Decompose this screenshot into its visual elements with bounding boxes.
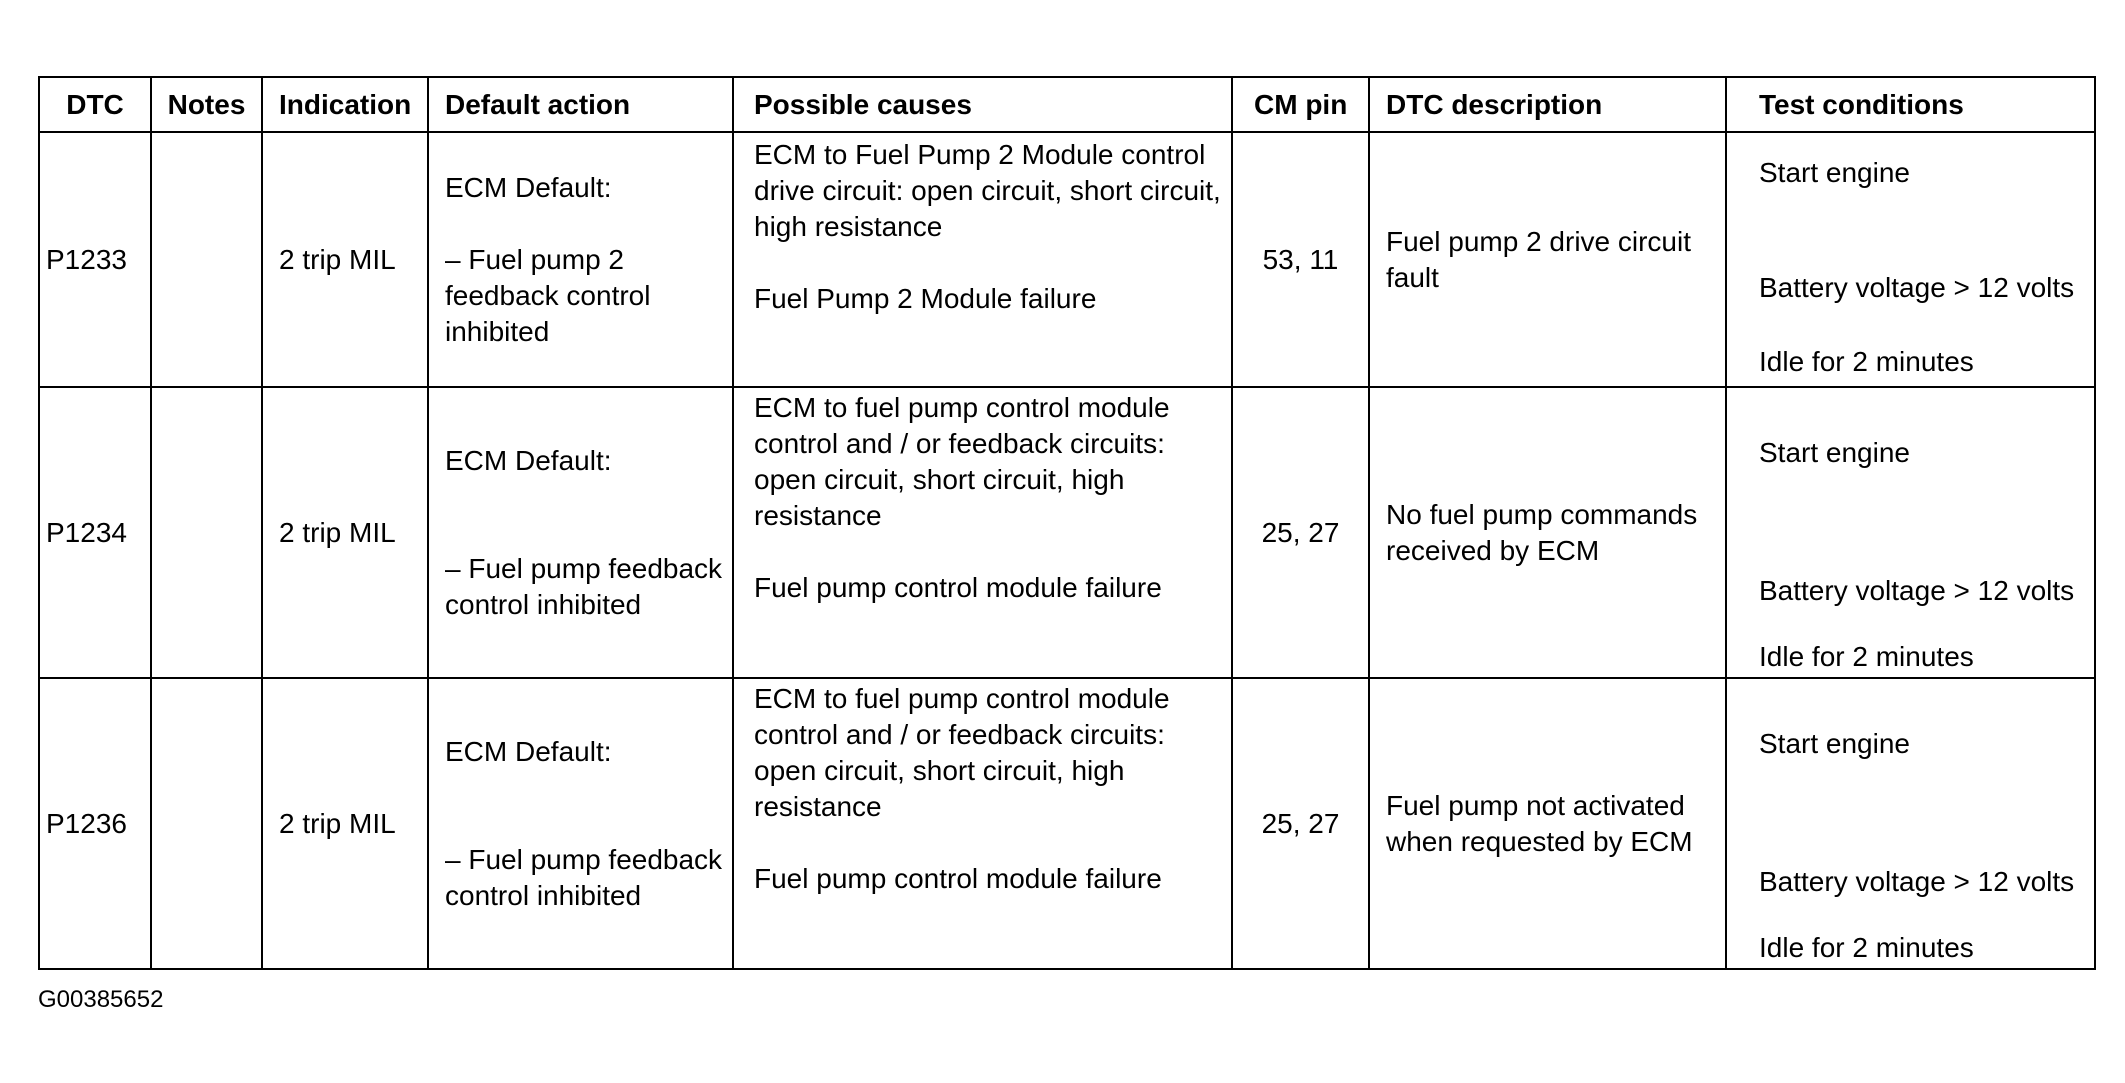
default-action-cell xyxy=(428,132,733,387)
test-conditions-cell xyxy=(1726,132,2095,387)
test-conditions-list xyxy=(1759,391,2088,675)
test-condition: Start engine xyxy=(1759,727,1910,759)
test-condition: Battery voltage > 12 volts xyxy=(1759,865,2075,897)
header-indication: Indication xyxy=(262,77,428,132)
header-test-conditions: Test conditions xyxy=(1726,77,2095,132)
header-notes: Notes xyxy=(151,77,262,132)
cause-main: ECM to fuel pump control module control and / or feedback circuits: open circuit, short circuit, high resistance xyxy=(754,683,1170,822)
header-dtc-description: DTC description xyxy=(1369,77,1726,132)
cm-pin-cell: 25, 27 xyxy=(1232,387,1369,678)
possible-causes-cell xyxy=(733,132,1232,387)
dtc-table-container xyxy=(38,76,2094,970)
cm-pin-cell: 53, 11 xyxy=(1232,132,1369,387)
notes-cell xyxy=(151,678,262,969)
default-title: ECM Default: xyxy=(445,444,612,476)
dtc-code: P1236 xyxy=(39,678,151,969)
cause-spacer xyxy=(754,825,1225,861)
header-dtc: DTC xyxy=(39,77,151,132)
cause-alt: Fuel pump control module failure xyxy=(754,572,1162,603)
test-condition: Start engine xyxy=(1759,157,1910,188)
test-condition: Battery voltage > 12 volts xyxy=(1759,271,2075,303)
dtc-code: P1234 xyxy=(39,387,151,678)
default-title: ECM Default: xyxy=(445,171,612,203)
header-row xyxy=(39,77,2095,132)
header-cm-pin: CM pin xyxy=(1232,77,1369,132)
dtc-description-cell: Fuel pump not activated when requested by ECM xyxy=(1369,678,1726,969)
default-action-cell xyxy=(428,678,733,969)
indication-cell: 2 trip MIL xyxy=(262,678,428,969)
indication-cell: 2 trip MIL xyxy=(262,387,428,678)
dtc-table xyxy=(38,76,2096,970)
table-row xyxy=(39,678,2095,969)
test-conditions-cell xyxy=(1726,678,2095,969)
dtc-description-cell: No fuel pump commands received by ECM xyxy=(1369,387,1726,678)
test-condition: Idle for 2 minutes xyxy=(1759,931,1974,963)
possible-causes-cell xyxy=(733,387,1232,678)
possible-causes-cell xyxy=(733,678,1232,969)
test-conditions-cell xyxy=(1726,387,2095,678)
test-condition: Idle for 2 minutes xyxy=(1759,346,1974,377)
table-row xyxy=(39,132,2095,387)
default-title: ECM Default: xyxy=(445,735,612,767)
default-action-cell xyxy=(428,387,733,678)
test-conditions-list xyxy=(1759,682,2088,966)
cm-pin-cell: 25, 27 xyxy=(1232,678,1369,969)
table-row xyxy=(39,387,2095,678)
default-detail: – Fuel pump 2 feedback control inhibited xyxy=(445,243,651,347)
default-detail: – Fuel pump feedback control inhibited xyxy=(445,552,723,620)
cause-alt: Fuel pump control module failure xyxy=(754,863,1162,894)
cause-spacer xyxy=(754,534,1225,570)
test-condition: Idle for 2 minutes xyxy=(1759,640,1974,672)
header-default-action: Default action xyxy=(428,77,733,132)
cause-main: ECM to fuel pump control module control and / or feedback circuits: open circuit, short circuit, high resistance xyxy=(754,392,1170,531)
notes-cell xyxy=(151,132,262,387)
figure-id: G00385652 xyxy=(38,986,164,1013)
notes-cell xyxy=(151,387,262,678)
test-conditions-list xyxy=(1759,139,2088,380)
default-detail: – Fuel pump feedback control inhibited xyxy=(445,843,723,911)
header-possible-causes: Possible causes xyxy=(733,77,1232,132)
cause-spacer xyxy=(754,245,1225,281)
cause-main: ECM to Fuel Pump 2 Module control drive circuit: open circuit, short circuit, high resistance xyxy=(754,139,1221,242)
test-condition: Start engine xyxy=(1759,436,1910,468)
dtc-description-cell: Fuel pump 2 drive circuit fault xyxy=(1369,132,1726,387)
indication-cell: 2 trip MIL xyxy=(262,132,428,387)
test-condition: Battery voltage > 12 volts xyxy=(1759,574,2075,606)
dtc-code: P1233 xyxy=(39,132,151,387)
cause-alt: Fuel Pump 2 Module failure xyxy=(754,283,1097,314)
